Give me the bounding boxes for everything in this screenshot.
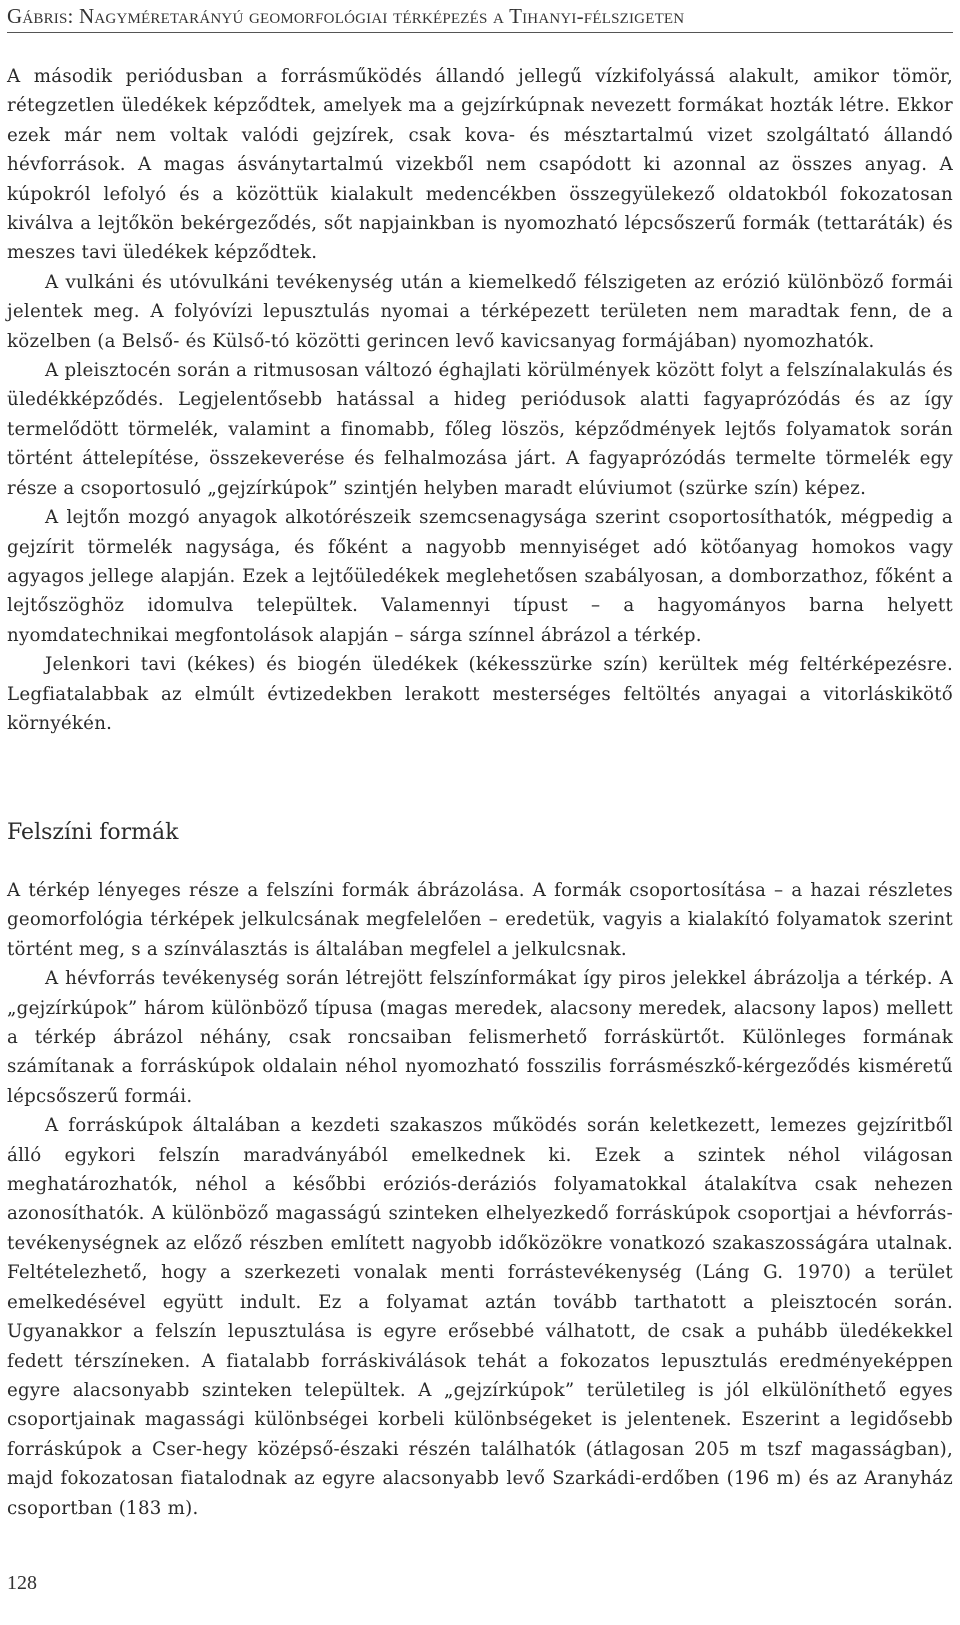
paragraph: A pleisztocén során a ritmusosan változó éghajlati körülmények között folyt a felszínalakulás és üledékképződés. Legjelentősebb hatással a hideg periódusok alatti fagyaprózódás és az így termelődött törmelék, valamint a finomabb, főleg löszös, képződmények lejtős folyamatok során történt áttelepítése, összekeverése és felhalmozása járt. A fagyaprózódás termelte törmelék egy része a csoportosuló „gejzírkúpok” szintjén helyben maradt elúviumot (szürke szín) képez. (7, 360, 953, 499)
body-text-section-2 (7, 876, 953, 1523)
paragraph: A vulkáni és utóvulkáni tevékenység után a kiemelkedő félszigeten az erózió különböző formái jelentek meg. A folyóvízi lepusztulás nyomai a térképezett területen nem maradtak fenn, de a közelben (a Belső- és Külső-tó közötti gerincen levő kavicsanyag formájában) nyomozhatók. (7, 271, 953, 352)
paragraph: Jelenkori tavi (kékes) és biogén üledékek (kékesszürke szín) kerültek még feltérképezésre. Legfiatalabbak az elmúlt évtizedekben lerakott mesterséges feltöltés anyagai a vitorláskikötő környékén. (7, 654, 953, 734)
paragraph: A lejtőn mozgó anyagok alkotórészeik szemcsenagysága szerint csoportosíthatók, mégpedig a gejzírit törmelék nagysága, és főként a nagyobb mennyiséget adó kötőanyag homokos vagy agyagos jellege alapján. Ezek a lejtőüledékek meglehetősen szabályosan, a domborzathoz, főként a lejtőszöghöz idomulva települtek. Valamennyi típust – a hagyományos barna helyett nyomdatechnikai megfontolások alapján – sárga színnel ábrázol a térkép. (7, 507, 953, 646)
paragraph: A térkép lényeges része a felszíni formák ábrázolása. A formák csoportosítása – a hazai részletes geomorfológia térképek jelkulcsának megfelelően – eredetük, vagyis a kialakító folyamatok szerint történt meg, s a színválasztás is általában megfelel a jelkulcsnak. (7, 880, 953, 960)
paragraph: A hévforrás tevékenység során létrejött felszínformákat így piros jelekkel ábrázolja a térkép. A „gejzírkúpok” három különböző típusa (magas meredek, alacsony meredek, alacsony lapos) mellett a térkép ábrázol néhány, csak roncsaiban felismerhető forráskürtőt. Különleges formának számítanak a forráskúpok oldalain néhol nyomozható fosszilis forrásmészkő-kérgeződés kisméretű lépcsőszerű formái. (7, 968, 953, 1107)
paragraph: A második periódusban a forrásműködés állandó jellegű vízkifolyássá alakult, amikor tömör, rétegzetlen üledékek képződtek, amelyek ma a gejzírkúpnak nevezett formákat hozták létre. Ekkor ezek már nem voltak valódi gejzírek, csak kova- és mésztartalmú vizet szolgáltató állandó hévforrások. A magas ásványtartalmú vizekből nem csapódott ki azonnal az összes anyag. A kúpokról lefolyó és a közöttük kialakult medencékben összegyülekező oldatokból fokozatosan kiválva a lejtőkön bekérgeződés, sőt napjainkban is nyomozható lépcsőszerű formák (tettaráták) és meszes tavi üledékek képződtek. (7, 66, 953, 264)
body-text-section-1 (7, 62, 953, 738)
section-heading: Felszíni formák (7, 820, 179, 845)
page-number: 128 (7, 1572, 37, 1594)
paragraph: A forráskúpok általában a kezdeti szakaszos működés során keletkezett, lemezes gejzíritből álló egykori felszín maradványából emelkednek ki. Ezek a szintek néhol világosan meghatározhatók, néhol a későbbi eróziós-deráziós folyamatokkal átalakítva csak nehezen azonosíthatók. A különböző magasságú szinteken elhelyezkedő forráskúpok csoportjai a hévforrás-tevékenységnek az előző részben említett nagyobb időközökre vonatkozó szakaszosságára utalnak. Feltételezhető, hogy a szerkezeti vonalak menti forrástevékenység (Láng G. 1970) a terület emelkedésével együtt indult. Ez a folyamat aztán tovább tarthatott a pleisztocén során. Ugyanakkor a felszín lepusztulása is egyre erősebbé válhatott, de csak a puhább üledékekkel fedett térszíneken. A fiatalabb forráskiválások tehát a fokozatos lepusztulás eredményeképpen egyre alacsonyabb szinteken települtek. A „gejzírkúpok” területileg is jól elkülöníthető egyes csoportjainak magassági különbségei korbeli különbségeket is jelentenek. Eszerint a legidősebb forráskúpok a Cser-hegy középső-északi részén találhatók (átlagosan 205 m tszf magasságban), majd fokozatosan fiatalodnak az egyre alacsonyabb levő Szarkádi-erdőben (196 m) és az Aranyház csoportban (183 m). (7, 1115, 953, 1519)
running-head: Gábris: Nagyméretarányú geomorfológiai térképezés a Tihanyi-félszigeten (7, 2, 953, 33)
